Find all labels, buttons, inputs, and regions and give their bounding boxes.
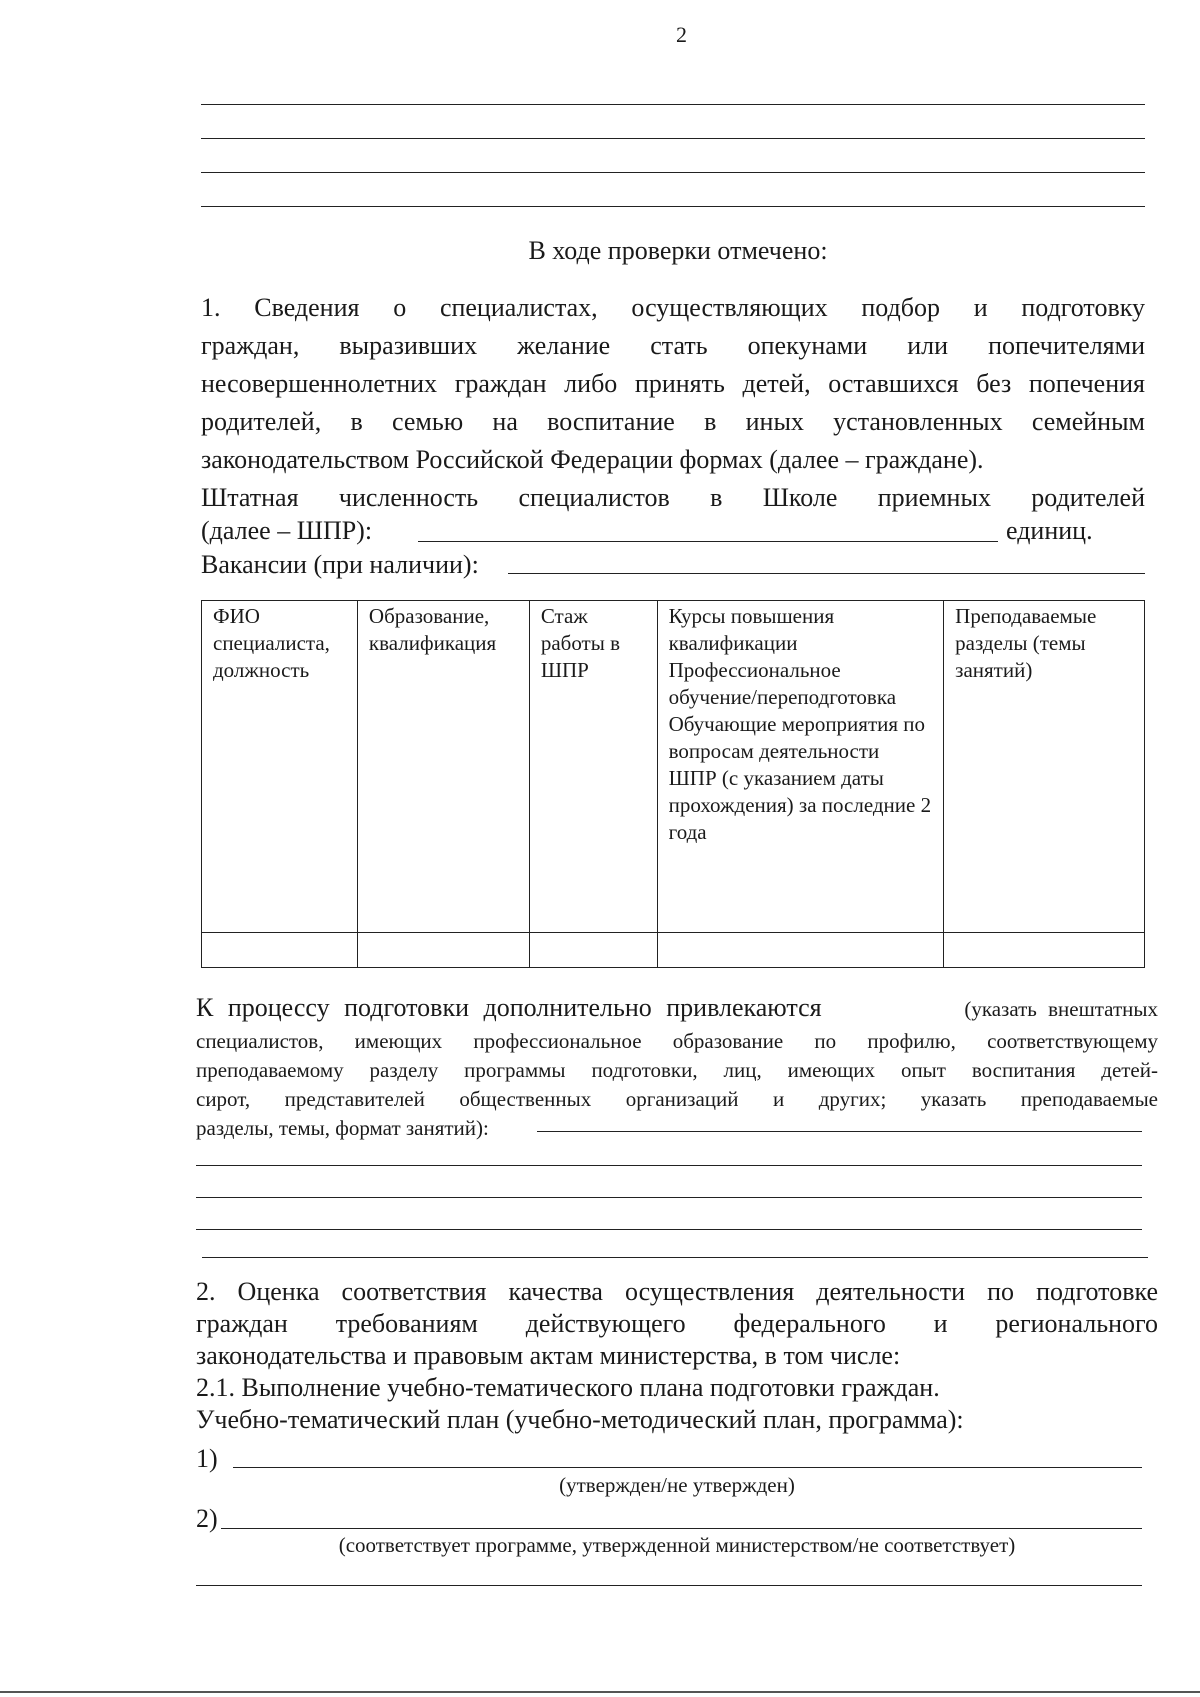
blank-line — [201, 104, 1145, 105]
item1-label: 1) — [196, 1444, 218, 1473]
table-cell[interactable] — [944, 933, 1145, 968]
section2-line: 2. Оценка соответствия качества осуществления деятельности по подготовке — [196, 1277, 1158, 1306]
header-fio: ФИО специалиста, должность — [202, 601, 358, 933]
item2-field[interactable] — [221, 1528, 1142, 1529]
section1-line: граждан, выразивших желание стать опекунами или попечителями — [201, 331, 1145, 360]
blank-line[interactable] — [196, 1585, 1142, 1586]
section2-line: граждан требованиям действующего федерального и регионального — [196, 1309, 1158, 1338]
staff-count-unit: единиц. — [1006, 516, 1093, 545]
item1-caption: (утвержден/не утвержден) — [559, 1473, 795, 1497]
additional-paragraph — [196, 989, 1158, 1143]
additional-lead: К процессу подготовки дополнительно привлекаются — [196, 993, 822, 1022]
table-cell[interactable] — [657, 933, 944, 968]
additional-line: сирот, представителей общественных организаций и других; указать преподаваемые — [196, 1087, 1158, 1111]
blank-line[interactable] — [202, 1257, 1148, 1258]
section1-line: несовершеннолетних граждан либо принять детей, оставшихся без попечения — [201, 369, 1145, 398]
blank-line[interactable] — [196, 1197, 1142, 1198]
section2-paragraph — [196, 1276, 1158, 1436]
item2-label: 2) — [196, 1504, 218, 1533]
additional-field[interactable] — [537, 1131, 1142, 1132]
blank-line — [201, 138, 1145, 139]
blank-line — [201, 172, 1145, 173]
additional-line: специалистов, имеющих профессиональное образование по профилю, соответствующему — [196, 1029, 1158, 1053]
section2-line: законодательства и правовым актам министерства, в том числе: — [196, 1341, 901, 1370]
table-cell[interactable] — [529, 933, 657, 968]
table-cell[interactable] — [202, 933, 358, 968]
header-experience: Стаж работы в ШПР — [529, 601, 657, 933]
specialists-table — [201, 600, 1145, 968]
section2-line: Учебно-тематический план (учебно-методический план, программа): — [196, 1405, 964, 1434]
blank-line — [201, 206, 1145, 207]
section1-line: родителей, в семью на воспитание в иных установленных семейным — [201, 407, 1145, 436]
section-heading: В ходе проверки отмечено: — [528, 236, 828, 265]
scan-edge — [0, 1691, 1200, 1693]
header-courses: Курсы повышения квалификации Профессиональное обучение/переподготовка Обучающие мероприятия по вопросам деятельности ШПР (с указанием даты прохождения) за последние 2 года — [657, 601, 944, 933]
item1-field[interactable] — [233, 1467, 1142, 1468]
staff-count-field[interactable] — [418, 541, 998, 542]
table-cell[interactable] — [357, 933, 529, 968]
vacancies-label: Вакансии (при наличии): — [201, 550, 479, 579]
staff-count-prefix: (далее – ШПР): — [201, 516, 373, 545]
additional-line: (указать внештатных — [964, 997, 1158, 1021]
header-education: Образование, квалификация — [357, 601, 529, 933]
blank-line[interactable] — [196, 1165, 1142, 1166]
table-header-row — [202, 601, 1145, 933]
staff-count-line: Штатная численность специалистов в Школе приемных родителей — [201, 483, 1145, 512]
header-topics: Преподаваемые разделы (темы занятий) — [944, 601, 1145, 933]
vacancies-field[interactable] — [508, 573, 1145, 574]
blank-line[interactable] — [196, 1229, 1142, 1230]
section1-line: законодательством Российской Федерации формах (далее – граждане). — [201, 445, 984, 474]
additional-line: преподаваемому разделу программы подготовки, лиц, имеющих опыт воспитания детей- — [196, 1058, 1158, 1082]
section2-line: 2.1. Выполнение учебно-тематического плана подготовки граждан. — [196, 1373, 940, 1402]
item2-caption: (соответствует программе, утвержденной министерством/не соответствует) — [338, 1533, 1016, 1557]
section1-line: 1. Сведения о специалистах, осуществляющих подбор и подготовку — [201, 293, 1145, 322]
table-row — [202, 933, 1145, 968]
page-number: 2 — [676, 22, 687, 47]
additional-line: разделы, темы, формат занятий): — [196, 1116, 489, 1140]
section1-paragraph — [201, 289, 1145, 479]
